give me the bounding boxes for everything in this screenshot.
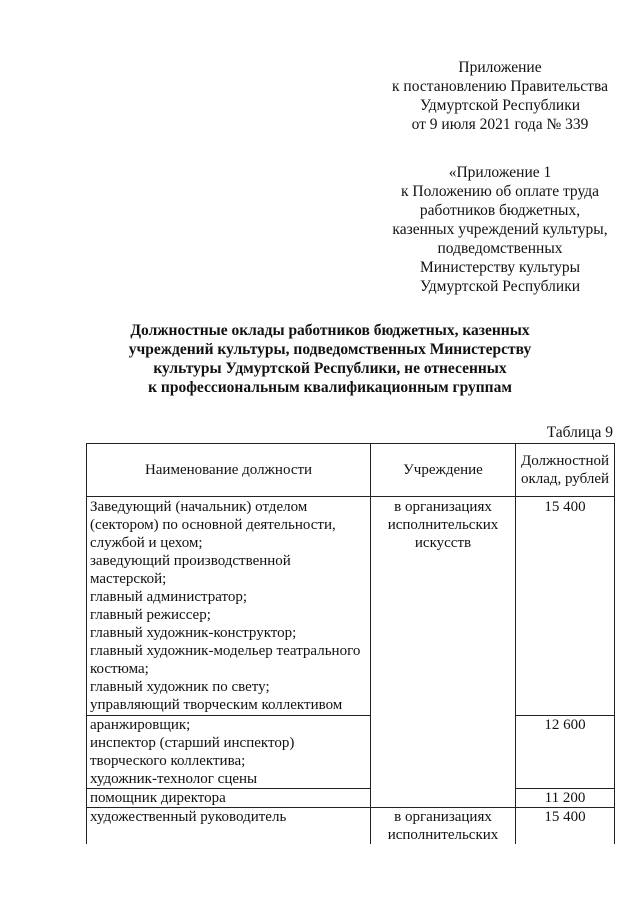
header-position: Наименование должности <box>87 444 371 497</box>
institution-line: исполнительских <box>387 517 499 533</box>
position-line: Заведующий (начальник) отделом <box>90 499 308 515</box>
institution-line: в организациях <box>394 499 492 515</box>
table-header-row <box>87 444 615 497</box>
annex1-line: работников бюджетных, <box>419 202 581 219</box>
salary-cell: 11 200 <box>516 789 615 808</box>
salary-cell: 15 400 <box>516 497 615 716</box>
table-row <box>87 497 615 716</box>
position-line: главный администратор; <box>90 589 248 605</box>
title-line: к профессиональным квалификационным группам <box>148 379 512 396</box>
position-line: главный художник-модельер театрального <box>90 643 361 659</box>
institution-cell <box>371 808 516 845</box>
document-title <box>100 321 560 397</box>
salary-cell: 15 400 <box>516 808 615 845</box>
position-line: главный режиссер; <box>90 607 211 623</box>
institution-line: искусств <box>414 535 472 551</box>
annex-header <box>380 58 620 134</box>
position-line: главный художник-конструктор; <box>90 625 297 641</box>
annex1-line: «Приложение 1 <box>448 164 552 181</box>
position-cell <box>87 808 371 845</box>
annex-line: к постановлению Правительства <box>392 78 608 95</box>
title-line: культуры Удмуртской Республики, не отнесенных <box>153 360 507 377</box>
position-line: (сектором) по основной деятельности, <box>90 517 336 533</box>
position-line: мастерской; <box>90 571 167 587</box>
position-line: аранжировщик; <box>90 717 191 733</box>
institution-line: исполнительских <box>387 827 499 843</box>
annex1-line: Удмуртской Республики <box>419 278 581 295</box>
annex1-header <box>380 163 620 296</box>
title-line: Должностные оклады работников бюджетных, казенных <box>130 322 530 339</box>
position-line: службой и цехом; <box>90 535 203 551</box>
annex1-line: Министерству культуры <box>419 259 581 276</box>
position-line: помощник директора <box>90 790 226 806</box>
position-line: творческого коллектива; <box>90 753 246 769</box>
title-line: учреждений культуры, подведомственных Министерству <box>128 341 532 358</box>
salary-table <box>86 443 615 844</box>
institution-cell <box>371 497 516 808</box>
annex-line: Удмуртской Республики <box>419 97 581 114</box>
annex1-line: к Положению об оплате труда <box>400 183 600 200</box>
annex1-line: казенных учреждений культуры, <box>392 221 608 238</box>
position-line: главный художник по свету; <box>90 679 270 695</box>
position-line: художественный руководитель <box>90 809 287 825</box>
position-line: управляющий творческим коллективом <box>90 697 343 713</box>
annex-line: Приложение <box>458 59 542 76</box>
position-line: инспектор (старший инспектор) <box>90 735 295 751</box>
position-cell <box>87 789 371 808</box>
header-institution: Учреждение <box>371 444 516 497</box>
institution-line: в организациях <box>394 809 492 825</box>
table-row <box>87 808 615 845</box>
position-line: костюма; <box>90 661 149 677</box>
position-line: художник-технолог сцены <box>90 771 258 787</box>
position-cell <box>87 716 371 789</box>
header-salary-line: Должностной <box>520 453 610 469</box>
position-cell <box>87 497 371 716</box>
table-number: Таблица 9 <box>546 424 613 441</box>
table-row <box>87 716 615 789</box>
salary-cell: 12 600 <box>516 716 615 789</box>
position-line: заведующий производственной <box>90 553 291 569</box>
annex1-line: подведомственных <box>437 240 563 257</box>
header-salary <box>516 444 615 497</box>
header-salary-line: оклад, рублей <box>520 471 610 487</box>
annex-line: от 9 июля 2021 года № 339 <box>411 116 589 133</box>
table-row <box>87 789 615 808</box>
